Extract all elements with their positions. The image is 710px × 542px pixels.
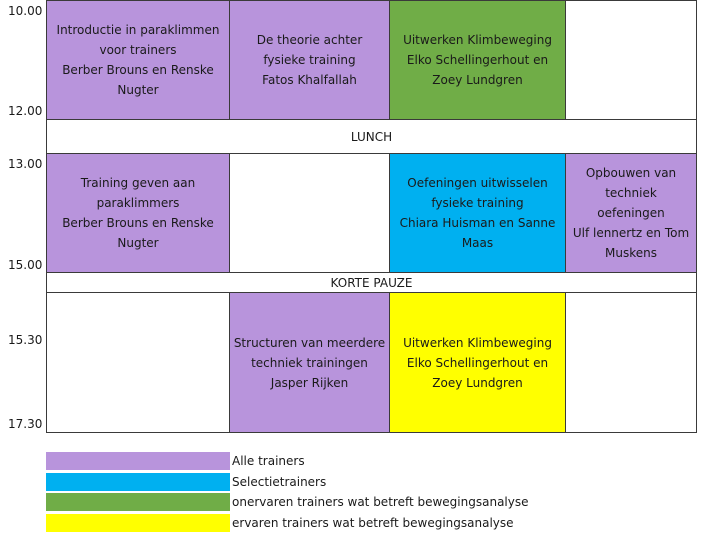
session-cell [389, 0, 566, 120]
short-break-band: KORTE PAUZE [46, 272, 697, 293]
legend-swatch [46, 493, 230, 511]
session-text-line: Uitwerken Klimbeweging [403, 33, 552, 47]
legend-swatch [46, 514, 230, 532]
session-text-line: Maas [461, 236, 494, 250]
session-text-line: Nugter [117, 83, 159, 97]
time-label-15-30: 15.30 [8, 333, 43, 347]
session-text-line: Zoey Lundgren [432, 73, 523, 87]
session-text-line: Ulf lennertz en Tom [572, 226, 690, 240]
session-text-line: Structuren van meerdere [233, 335, 386, 350]
session-text-line: Introductie in paraklimmen [56, 23, 220, 37]
session-text-line: Training geven aan [80, 176, 196, 190]
session-text-line: Uitwerken Klimbeweging [403, 335, 552, 350]
session-text-line: Elko Schellingerhout en [406, 53, 549, 67]
session-text-line: Jasper Rijken [270, 375, 349, 390]
legend-swatch [46, 473, 230, 491]
session-cell [565, 292, 697, 433]
time-label-13-00: 13.00 [8, 157, 43, 171]
session-text-line: Berber Brouns en Renske [62, 63, 214, 77]
legend-label: onervaren trainers wat betreft bewegingsanalyse [232, 495, 529, 509]
session-text-line: Opbouwen van [585, 166, 677, 180]
session-cell [46, 292, 230, 433]
session-cell [389, 153, 566, 273]
session-text-line: techniek trainingen [251, 355, 368, 370]
session-text-line: voor trainers [99, 43, 177, 57]
session-text-line: techniek [605, 186, 657, 200]
session-text-line: Elko Schellingerhout en [406, 355, 549, 370]
session-cell [229, 153, 390, 273]
session-text-line: Chiara Huisman en Sanne [399, 216, 556, 230]
legend-label: Selectietrainers [232, 475, 327, 489]
session-cell [229, 292, 390, 433]
session-cell [389, 292, 566, 433]
session-text-line: De theorie achter [256, 33, 363, 47]
session-text-line: Fatos Khalfallah [262, 73, 357, 87]
session-text-line: Oefeningen uitwisselen [407, 176, 548, 190]
session-cell [46, 153, 230, 273]
session-text-line: fysieke training [263, 53, 356, 67]
session-text-line: fysieke training [431, 196, 524, 210]
legend-label: ervaren trainers wat betreft bewegingsanalyse [232, 516, 514, 530]
session-cell [565, 153, 697, 273]
session-text-line: oefeningen [597, 206, 665, 220]
time-label-12-00: 12.00 [8, 104, 43, 118]
session-text-line: Zoey Lundgren [432, 375, 523, 390]
time-label-15-00: 15.00 [8, 258, 43, 272]
time-label-17-30: 17.30 [8, 417, 43, 431]
legend-label: Alle trainers [232, 454, 305, 468]
session-text-line: Nugter [117, 236, 159, 250]
time-label-10-00: 10.00 [8, 4, 43, 18]
lunch-band: LUNCH [46, 119, 697, 154]
session-cell [46, 0, 230, 120]
session-text-line: paraklimmers [96, 196, 180, 210]
legend-swatch [46, 452, 230, 470]
session-text-line: Muskens [605, 246, 657, 260]
session-cell [229, 0, 390, 120]
session-cell [565, 0, 697, 120]
session-text-line: Berber Brouns en Renske [62, 216, 214, 230]
